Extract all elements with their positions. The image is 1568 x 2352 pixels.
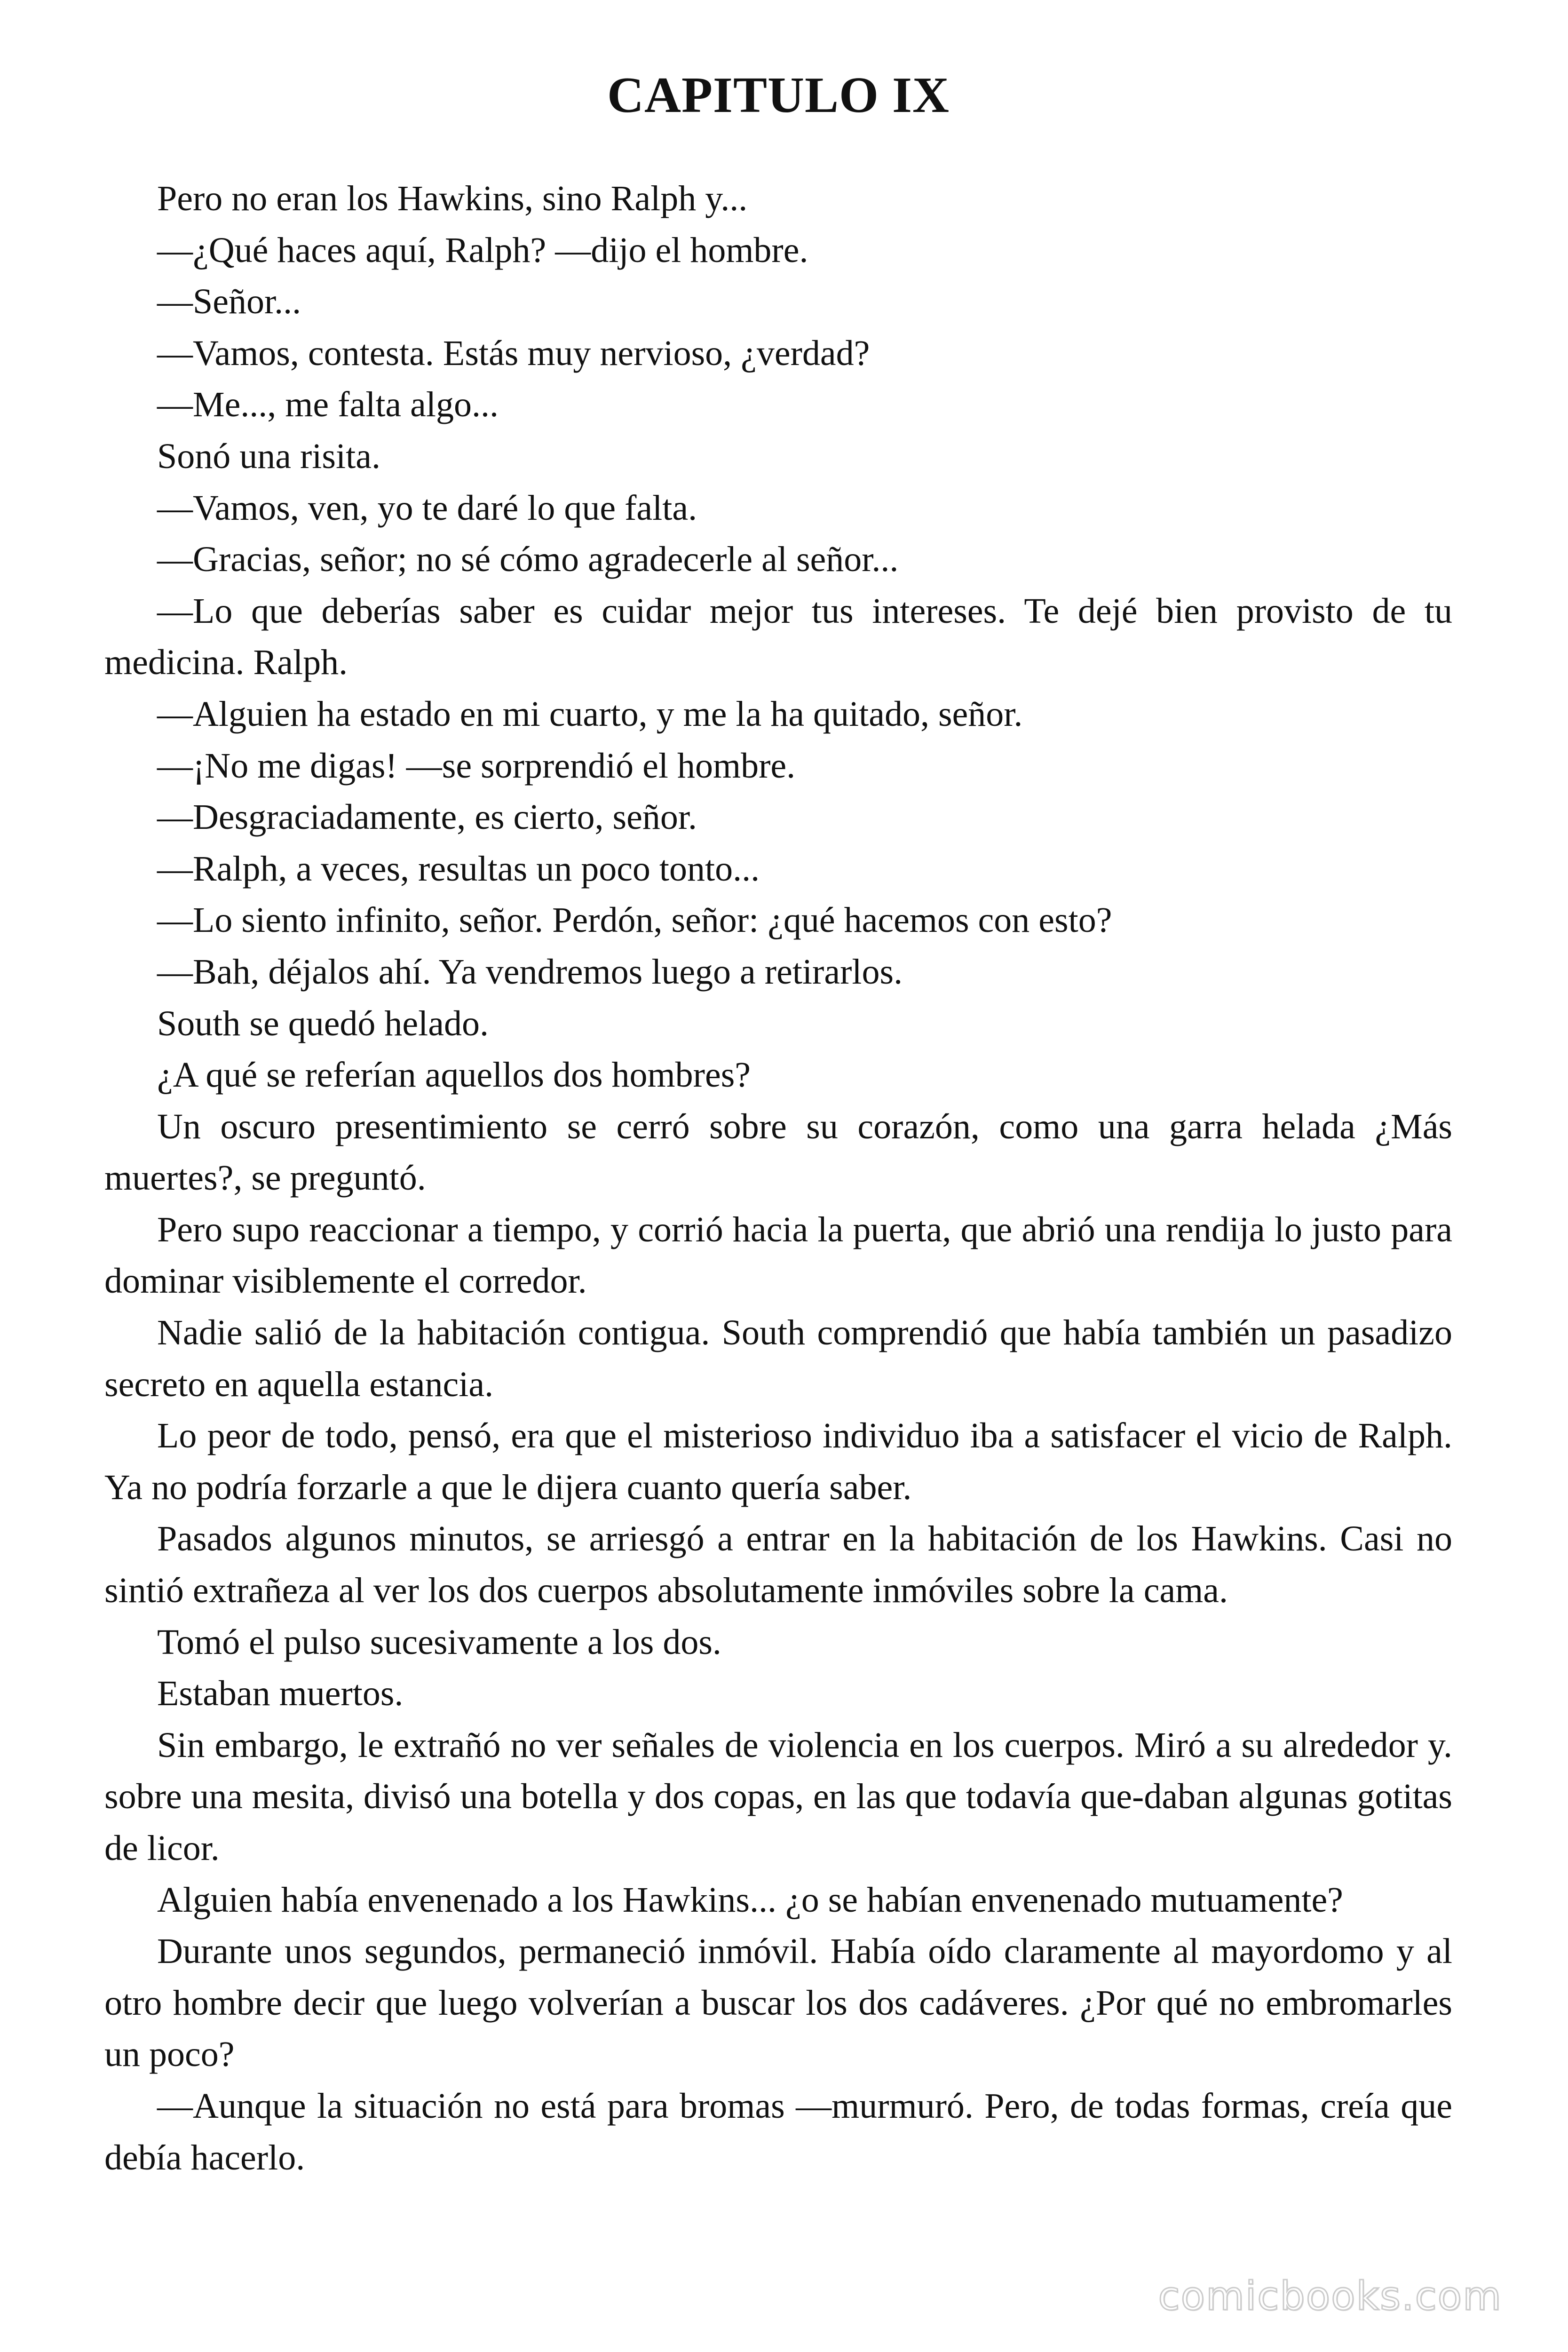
chapter-body bbox=[104, 173, 1452, 2184]
paragraph: —Lo siento infinito, señor. Perdón, señor: ¿qué hacemos con esto? bbox=[157, 900, 1112, 940]
paragraph: —Señor... bbox=[157, 282, 301, 322]
paragraph: —Vamos, contesta. Estás muy nervioso, ¿verdad? bbox=[157, 333, 870, 373]
paragraph: —¿Qué haces aquí, Ralph? —dijo el hombre. bbox=[157, 230, 808, 270]
watermark: comicbooks.com bbox=[1158, 2273, 1502, 2319]
paragraph: —Vamos, ven, yo te daré lo que falta. bbox=[157, 488, 697, 528]
paragraph: —¡No me digas! —se sorprendió el hombre. bbox=[157, 746, 796, 786]
paragraph: —Lo que deberías saber es cuidar mejor tus intereses. Te dejé bien provisto de tu medicina. Ralph. bbox=[104, 591, 1452, 683]
chapter-title: CAPITULO IX bbox=[607, 67, 950, 123]
paragraph: Tomó el pulso sucesivamente a los dos. bbox=[157, 1622, 721, 1662]
paragraph: Sonó una risita. bbox=[157, 436, 380, 476]
paragraph: Pero no eran los Hawkins, sino Ralph y... bbox=[157, 179, 748, 218]
paragraph: Lo peor de todo, pensó, era que el misterioso individuo iba a satisfacer el vicio de Ralph. Ya no podría forzarle a que le dijera cuanto quería saber. bbox=[104, 1416, 1452, 1507]
paragraph: Sin embargo, le extrañó no ver señales de violencia en los cuerpos. Miró a su alrededor y. sobre una mesita, divisó una botella y dos copas, en las que todavía que-daban algunas gotitas de licor. bbox=[104, 1725, 1452, 1868]
paragraph: —Me..., me falta algo... bbox=[157, 385, 499, 425]
paragraph: —Ralph, a veces, resultas un poco tonto... bbox=[157, 849, 760, 889]
paragraph: —Alguien ha estado en mi cuarto, y me la ha quitado, señor. bbox=[157, 694, 1023, 734]
paragraph: Pero supo reaccionar a tiempo, y corrió hacia la puerta, que abrió una rendija lo justo para dominar visiblemente el corredor. bbox=[104, 1209, 1452, 1301]
paragraph: Alguien había envenenado a los Hawkins... ¿o se habían envenenado mutuamente? bbox=[157, 1880, 1343, 1920]
paragraph: —Aunque la situación no está para bromas —murmuró. Pero, de todas formas, creía que debía hacerlo. bbox=[104, 2086, 1452, 2177]
paragraph: —Bah, déjalos ahí. Ya vendremos luego a retirarlos. bbox=[157, 952, 903, 992]
paragraph: South se quedó helado. bbox=[157, 1003, 489, 1043]
paragraph: —Gracias, señor; no sé cómo agradecerle al señor... bbox=[157, 540, 899, 580]
paragraph: Nadie salió de la habitación contigua. South comprendió que había también un pasadizo secreto en aquella estancia. bbox=[104, 1313, 1452, 1404]
paragraph: Un oscuro presentimiento se cerró sobre su corazón, como una garra helada ¿Más muertes?, se preguntó. bbox=[104, 1106, 1452, 1198]
paragraph: —Desgraciadamente, es cierto, señor. bbox=[157, 797, 697, 837]
paragraph: ¿A qué se referían aquellos dos hombres? bbox=[157, 1055, 751, 1095]
paragraph: Estaban muertos. bbox=[157, 1674, 404, 1714]
book-page bbox=[104, 60, 1452, 2184]
paragraph: Durante unos segundos, permaneció inmóvil. Había oído claramente al mayordomo y al otro hombre decir que luego volverían a buscar los dos cadáveres. ¿Por qué no embromarles un poco? bbox=[104, 1931, 1452, 2074]
paragraph: Pasados algunos minutos, se arriesgó a entrar en la habitación de los Hawkins. Casi no sintió extrañeza al ver los dos cuerpos absolutamente inmóviles sobre la cama. bbox=[104, 1519, 1452, 1611]
